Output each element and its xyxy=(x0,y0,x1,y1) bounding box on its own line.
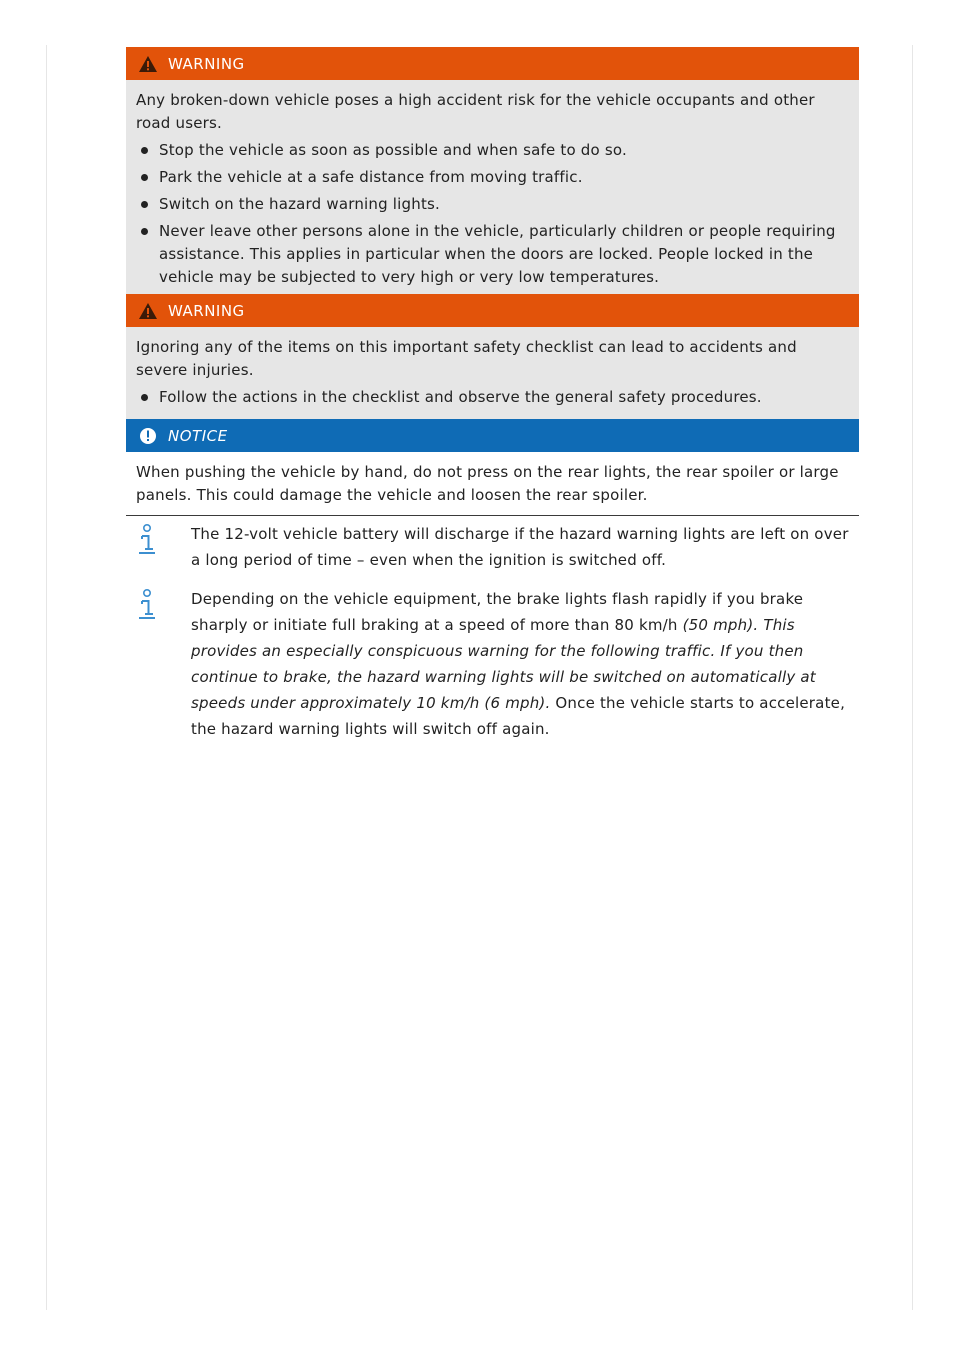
info-icon xyxy=(136,523,158,557)
list-item: Follow the actions in the checklist and observe the general safety procedures. xyxy=(136,386,849,409)
list-item: Switch on the hazard warning lights. xyxy=(136,193,849,216)
notice-header xyxy=(126,419,859,452)
notice-body xyxy=(126,452,859,515)
warning-body xyxy=(126,327,859,421)
warning-label: WARNING xyxy=(168,54,245,73)
page-margin-line-left xyxy=(46,45,47,1310)
note-text-part: Depending on the vehicle equipment, the brake lights flash rapidly if you brake sharply or initiate full braking at a speed of more than 80 km/h xyxy=(191,590,804,634)
warning-header xyxy=(126,47,859,80)
info-note-brake-lights xyxy=(136,586,852,742)
notice-label: NOTICE xyxy=(168,426,228,445)
warning-triangle-icon xyxy=(138,301,158,321)
info-note-battery xyxy=(136,521,852,573)
info-icon xyxy=(136,588,158,622)
notice-box xyxy=(126,419,859,516)
warning-label: WARNING xyxy=(168,301,245,320)
notice-text: When pushing the vehicle by hand, do not press on the rear lights, the rear spoiler or large panels. This could damage the vehicle and loosen the rear spoiler. xyxy=(136,463,839,504)
page-margin-line-right xyxy=(912,45,913,1310)
warning-intro: Ignoring any of the items on this important safety checklist can lead to accidents and severe injuries. xyxy=(136,338,797,379)
list-item: Stop the vehicle as soon as possible and when safe to do so. xyxy=(136,139,849,162)
note-text: The 12-volt vehicle battery will discharge if the hazard warning lights are left on over a long period of time – even when the ignition is switched off. xyxy=(191,525,849,569)
note-text-italic: (50 mph). This provides an especially conspicuous warning for the following traffic. If you then continue to brake, the hazard warning lights will be switched on automatically at speeds under approximately 10 km/h (6 mph). xyxy=(191,616,816,712)
list-item: Never leave other persons alone in the vehicle, particularly children or people requiring assistance. This applies in particular when the doors are locked. People locked in the vehicle may be subjected to very high or very low temperatures. xyxy=(136,220,849,289)
warning-header xyxy=(126,294,859,327)
list-item: Park the vehicle at a safe distance from moving traffic. xyxy=(136,166,849,189)
warning-box-breakdown xyxy=(126,47,859,302)
warning-triangle-icon xyxy=(138,54,158,74)
warning-intro: Any broken-down vehicle poses a high accident risk for the vehicle occupants and other road users. xyxy=(136,91,815,132)
note-text xyxy=(191,586,852,742)
note-text-part: Once the vehicle starts to accelerate, the hazard warning lights will switch off again. xyxy=(191,694,846,738)
warning-box-checklist xyxy=(126,294,859,422)
warning-body xyxy=(126,80,859,301)
warning-list xyxy=(136,139,849,289)
exclamation-circle-icon xyxy=(138,426,158,446)
warning-list xyxy=(136,386,849,409)
